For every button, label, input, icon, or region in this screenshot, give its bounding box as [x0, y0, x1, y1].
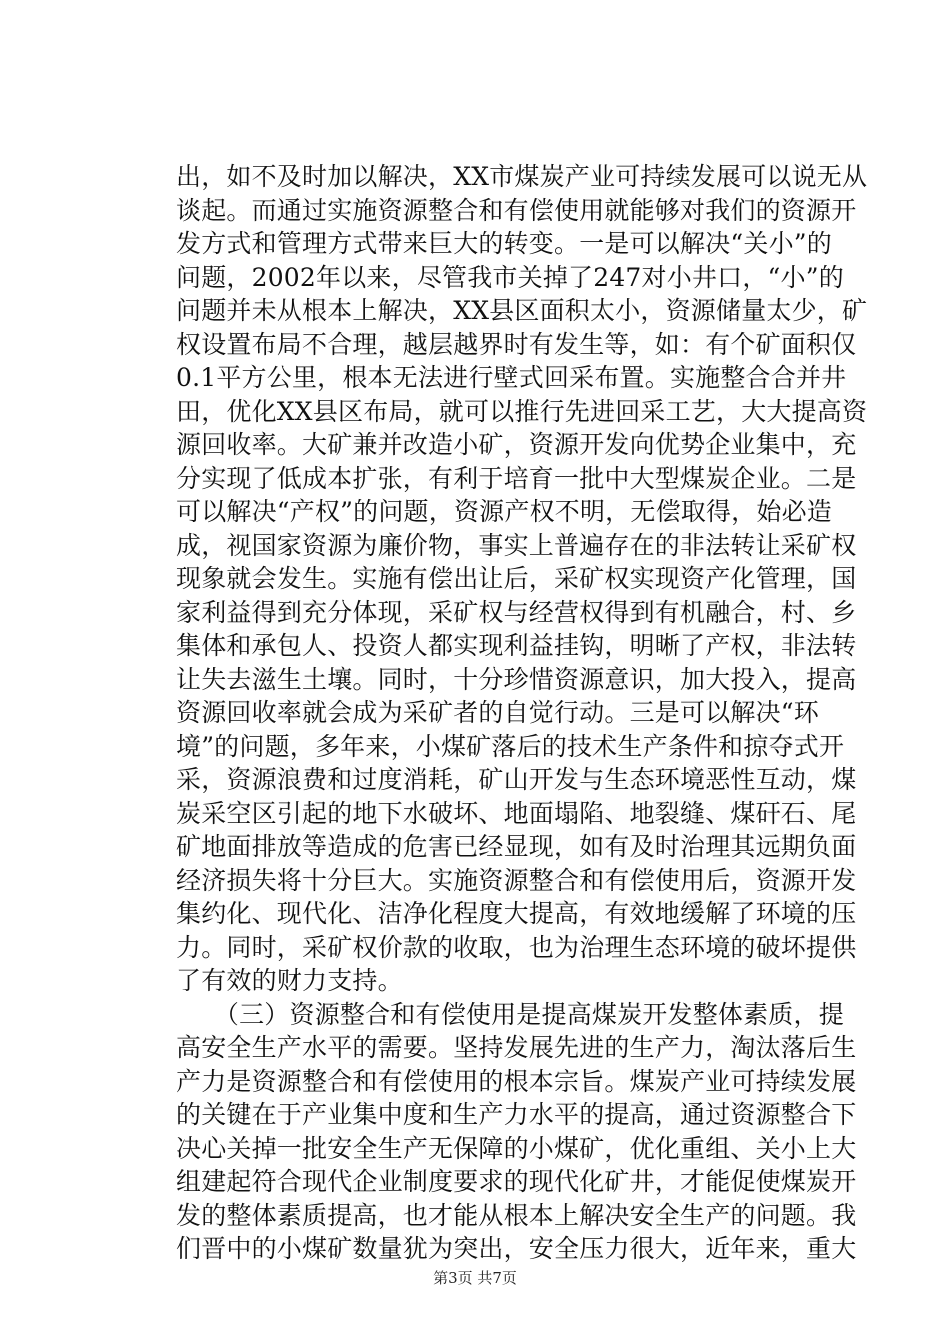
text-line: 境”的问题，多年来，小煤矿落后的技术生产条件和掠夺式开	[176, 731, 845, 761]
text-line: 资源回收率就会成为采矿者的自觉行动。三是可以解决“环	[176, 698, 819, 727]
text-line: 现象就会发生。实施有偿出让后，采矿权实现资产化管理，国	[176, 564, 857, 593]
text-line: 矿地面排放等造成的危害已经显现，如有及时治理其远期负面	[176, 832, 857, 861]
text-line: 田，优化XX县区布局，就可以推行先进回采工艺，大大提高资	[176, 396, 868, 426]
text-line: 分实现了低成本扩张，有利于培育一批中大型煤炭企业。二是	[176, 463, 857, 493]
text-line: 组建起符合现代企业制度要求的现代化矿井，才能促使煤炭开	[176, 1167, 857, 1196]
text-line: 问题，2002年以来，尽管我市关掉了247对小井口，“小”的	[176, 262, 844, 292]
text-line: 源回收率。大矿兼并改造小矿，资源开发向优势企业集中，充	[176, 430, 857, 459]
text-line: 集体和承包人、投资人都实现利益挂钩，明晰了产权，非法转	[176, 631, 857, 660]
body-text	[176, 160, 868, 1266]
text-line: 经济损失将十分巨大。实施资源整合和有偿使用后，资源开发	[176, 865, 857, 895]
text-line: 权设置布局不合理，越层越界时有发生等，如：有个矿面积仅	[176, 329, 857, 359]
text-line: 的关键在于产业集中度和生产力水平的提高，通过资源整合下	[176, 1100, 857, 1129]
text-line: 发方式和管理方式带来巨大的转变。一是可以解决“关小”的	[176, 229, 832, 258]
text-line: 高安全生产水平的需要。坚持发展先进的生产力，淘汰落后生	[176, 1033, 857, 1062]
text-line: 谈起。而通过实施资源整合和有偿使用就能够对我们的资源开	[176, 195, 857, 225]
text-line: 可以解决“产权”的问题，资源产权不明，无偿取得，始必造	[176, 497, 832, 526]
text-line: 炭采空区引起的地下水破坏、地面塌陷、地裂缝、煤矸石、尾	[176, 798, 857, 828]
text-line: 0.1平方公里，根本无法进行壁式回采布置。实施整合合并井	[176, 363, 847, 392]
text-line: 产力是资源整合和有偿使用的根本宗旨。煤炭产业可持续发展	[176, 1066, 857, 1096]
text-line: 们晋中的小煤矿数量犹为突出，安全压力很大，近年来，重大	[176, 1234, 857, 1263]
text-line: 采，资源浪费和过度消耗，矿山开发与生态环境恶性互动，煤	[176, 765, 857, 794]
text-line: 力。同时，采矿权价款的收取，也为治理生态环境的破坏提供	[176, 932, 857, 962]
text-line: 集约化、现代化、洁净化程度大提高，有效地缓解了环境的压	[176, 899, 857, 928]
section-heading-line: （三）资源整合和有偿使用是提高煤炭开发整体素质，提	[176, 999, 844, 1029]
text-line: 让失去滋生土壤。同时，十分珍惜资源意识，加大投入，提高	[176, 664, 857, 694]
text-line: 发的整体素质提高，也才能从根本上解决安全生产的问题。我	[176, 1200, 857, 1230]
text-line: 出，如不及时加以解决，XX市煤炭产业可持续发展可以说无从	[176, 162, 868, 191]
text-line: 家利益得到充分体现，采矿权与经营权得到有机融合，村、乡	[176, 597, 857, 627]
text-line: 决心关掉一批安全生产无保障的小煤矿，优化重组、关小上大	[176, 1133, 857, 1163]
text-line: 问题并未从根本上解决，XX县区面积太小，资源储量太少，矿	[176, 296, 868, 325]
text-line: 成，视国家资源为廉价物，事实上普遍存在的非法转让采矿权	[176, 530, 857, 560]
page-number-footer: 第3页 共7页	[433, 1269, 517, 1287]
paragraph-end-line: 了有效的财力支持。	[176, 966, 403, 995]
